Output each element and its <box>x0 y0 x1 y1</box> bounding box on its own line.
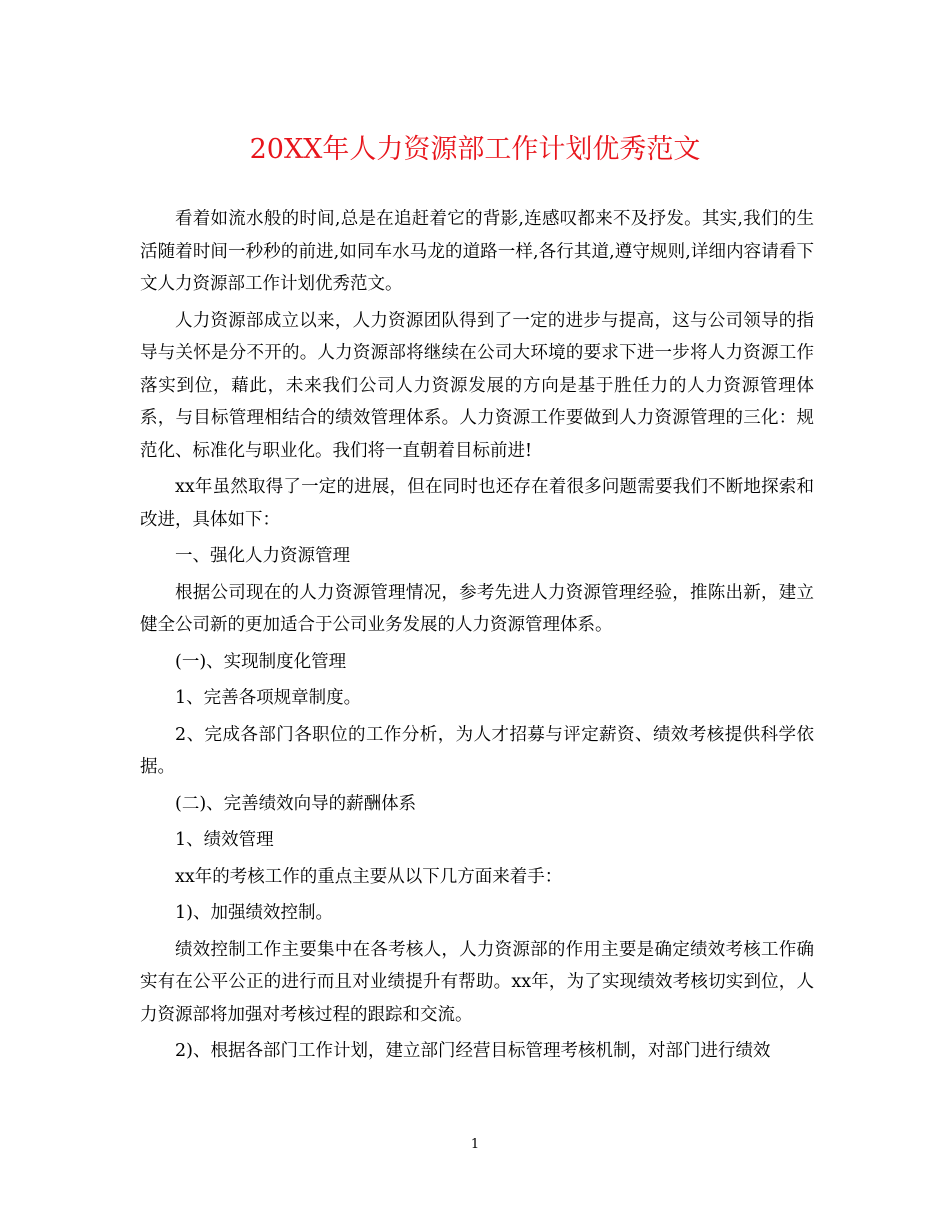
paragraph-problems: xx年虽然取得了一定的进展，但在同时也还存在着很多问题需要我们不断地探索和改进，具体如下： <box>140 477 814 530</box>
list-item: 1)、加强绩效控制。 <box>175 903 333 923</box>
heading-section-1: 一、强化人力资源管理 <box>175 546 350 566</box>
document-title: 20XX年人力资源部工作计划优秀范文 <box>249 134 701 165</box>
list-item: 2)、根据各部门工作计划，建立部门经营目标管理考核机制，对部门进行绩效 <box>175 1041 771 1061</box>
paragraph-performance-control: 绩效控制工作主要集中在各考核人，人力资源部的作用主要是确定绩效考核工作确实有在公平公正的进行而且对业绩提升有帮助。xx年，为了实现绩效考核切实到位，人力资源部将加强对考核过程的跟踪和交流。 <box>140 939 814 1025</box>
paragraph-assessment-focus: xx年的考核工作的重点主要从以下几方面来着手： <box>175 866 563 887</box>
paragraph-intro: 看着如流水般的时间,总是在追赶着它的背影,连感叹都来不及抒发。其实,我们的生活随着时间一秒秒的前进,如同车水马龙的道路一样,各行其道,遵守规则,详细内容请看下文人力资源部工作计划优秀范文。 <box>140 209 814 294</box>
document-body <box>140 203 814 1072</box>
list-item: 2、完成各部门各职位的工作分析，为人才招募与评定薪资、绩效考核提供科学依据。 <box>140 724 814 777</box>
list-item: 1、完善各项规章制度。 <box>175 688 362 708</box>
list-item: 1、绩效管理 <box>175 830 274 850</box>
heading-subsection-1: (一)、实现制度化管理 <box>175 651 347 672</box>
heading-subsection-2: (二)、完善绩效向导的薪酬体系 <box>175 793 417 814</box>
page-number: 1 <box>470 1137 480 1152</box>
paragraph-section-1: 根据公司现在的人力资源管理情况，参考先进人力资源管理经验，推陈出新，建立健全公司新的更加适合于公司业务发展的人力资源管理体系。 <box>140 582 814 635</box>
paragraph-overview: 人力资源部成立以来，人力资源团队得到了一定的进步与提高，这与公司领导的指导与关怀是分不开的。人力资源部将继续在公司大环境的要求下进一步将人力资源工作落实到位，藉此，未来我们公司人力资源发展的方向是基于胜任力的人力资源管理体系，与目标管理相结合的绩效管理体系。人力资源工作要做到人力资源管理的三化：规范化、标准化与职业化。我们将一直朝着目标前进! <box>140 310 814 461</box>
